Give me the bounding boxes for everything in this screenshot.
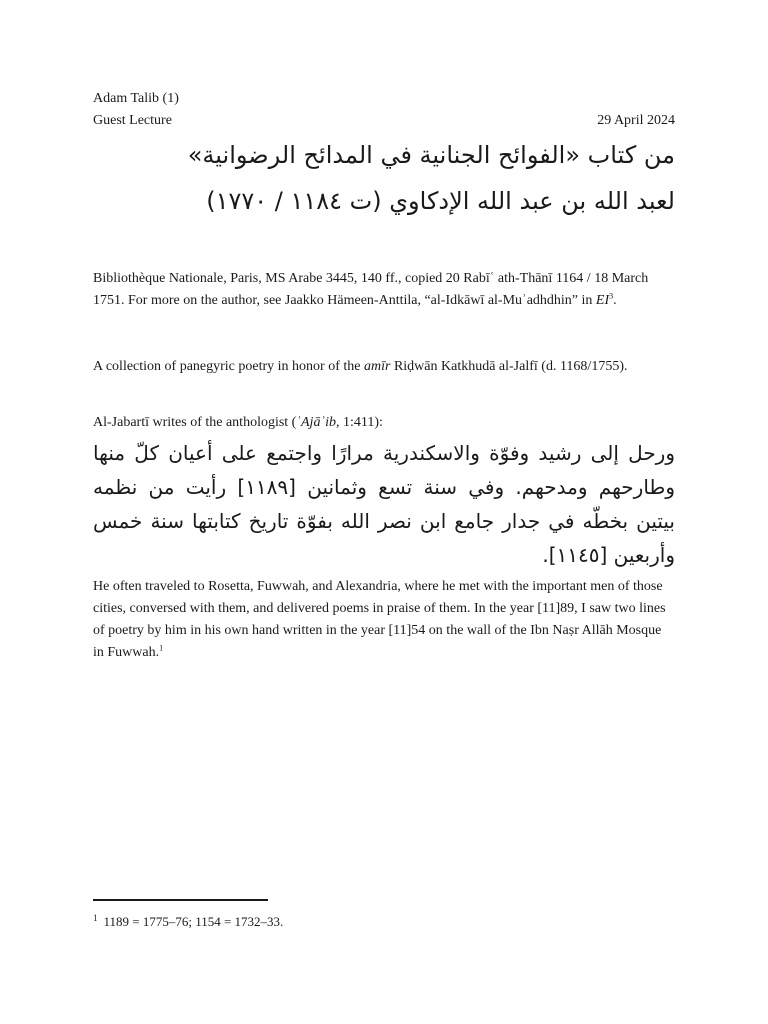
arabic-title [93, 132, 675, 224]
footnote-divider [93, 899, 268, 901]
footnote-number: 1 [93, 912, 98, 923]
collection-paragraph [93, 356, 675, 378]
translation-text: He often traveled to Rosetta, Fuwwah, and Alexandria, where he met with the important men of those cities, conversed with them, and delivered poems in praise of them. In the year [11]89, I saw two lines of poetry by him in his own hand written in the year [11]54 on the wall of the Ibn Naṣr Allāh Mosque in Fuwwah. [93, 579, 666, 660]
header-row [93, 110, 675, 132]
footnote-text: 1189 = 1775–76; 1154 = 1732–33. [103, 914, 284, 929]
document-page [93, 88, 675, 664]
jabarti-intro [93, 412, 675, 434]
collection-text-after: Riḍwān Katkhudā al-Jalfī (d. 1168/1755). [390, 359, 628, 374]
amir-word: amīr [363, 359, 391, 374]
ei-edition-superscript: 3 [609, 291, 614, 301]
ei-abbreviation: EI [595, 293, 610, 308]
source-paragraph [93, 268, 675, 312]
event-label: Guest Lecture [93, 113, 172, 128]
author-line: Adam Talib (1) [93, 91, 179, 106]
lecture-date: 29 April 2024 [597, 113, 675, 128]
collection-text-before: A collection of panegyric poetry in honor of the [93, 359, 364, 374]
jabarti-intro-before: Al-Jabartī writes of the anthologist ( [93, 415, 297, 430]
jabarti-intro-after: , 1:411): [336, 415, 383, 430]
translation-paragraph [93, 576, 675, 664]
footnote-reference[interactable]: 1 [159, 643, 164, 653]
lecture-header [93, 88, 675, 132]
arabic-quote: ورحل إلى رشيد وفوّة والاسكندرية مرارًا واجتمع على أعيان كلّ منها وطارحهم ومدحهم. وفي سنة تسع وثمانين [١١٨٩] رأيت من نظمه بيتين بخطّه في جدار جامع ابن نصر الله بفوّة تاريخ كتابتها سنة خمس وأربعين [١١٤٥]. [93, 441, 675, 567]
ajaib-title: ʿAjāʾib [296, 415, 336, 430]
arabic-title-line-2: لعبد الله بن عبد الله الإدكاوي (ت ١١٨٤ / ١٧٧٠) [206, 187, 675, 215]
source-text: Bibliothèque Nationale, Paris, MS Arabe 3445, 140 ff., copied 20 Rabīʿ ath-Thānī 1164 / 18 March 1751. For more on the author, see Jaakko Hämeen-Anttila, “al-Idkāwī al-Muʾadhdhin” in [93, 271, 649, 308]
arabic-title-line-1: من كتاب «الفوائح الجنانية في المدائح الرضوانية» [187, 141, 675, 169]
footnote [93, 912, 283, 932]
source-end-period: . [613, 293, 617, 308]
